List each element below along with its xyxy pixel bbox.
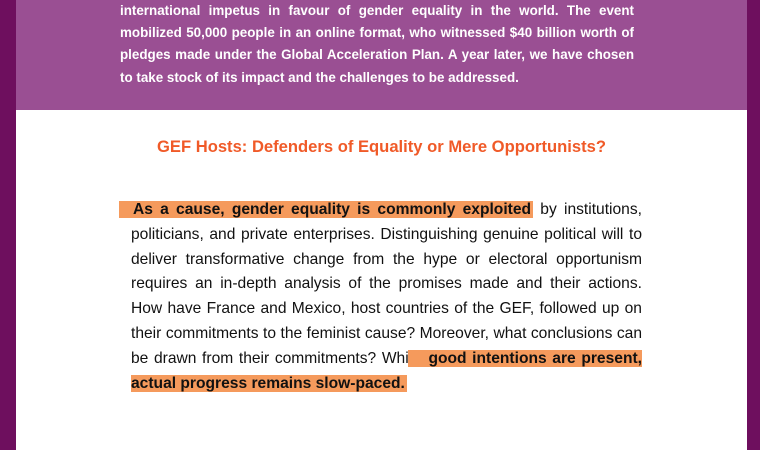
intro-paragraph: international impetus in favour of gender equality in the world. The event mobilized 50,000 people in an online format, who witnessed $40 billion worth of pledges made under the Global Acceleration Plan. A year later, we have chosen to take stock of its impact and the challenges to be addressed.: [120, 3, 634, 85]
body-text: by institutions, politicians, and private enterprises. Distinguishing genuine political will to deliver transformative change from the hype or electoral opportunism requires an in-depth analysis of the promises made and their actions. How have France and Mexico, host countries of the GEF, followed up on their commitments to the feminist cause? Moreover, what conclusions can be drawn from their commitments? While: [131, 201, 642, 367]
highlighted-phrase-2: good intentions are present, actual progress remains slow-paced.: [131, 349, 642, 392]
document-page: [16, 0, 747, 450]
body-paragraph: [131, 198, 642, 396]
highlighted-phrase-1: As a cause, gender equality is commonly exploited: [133, 201, 532, 218]
section-heading: GEF Hosts: Defenders of Equality or Mere Opportunists?: [156, 137, 606, 156]
intro-band: [16, 0, 747, 110]
